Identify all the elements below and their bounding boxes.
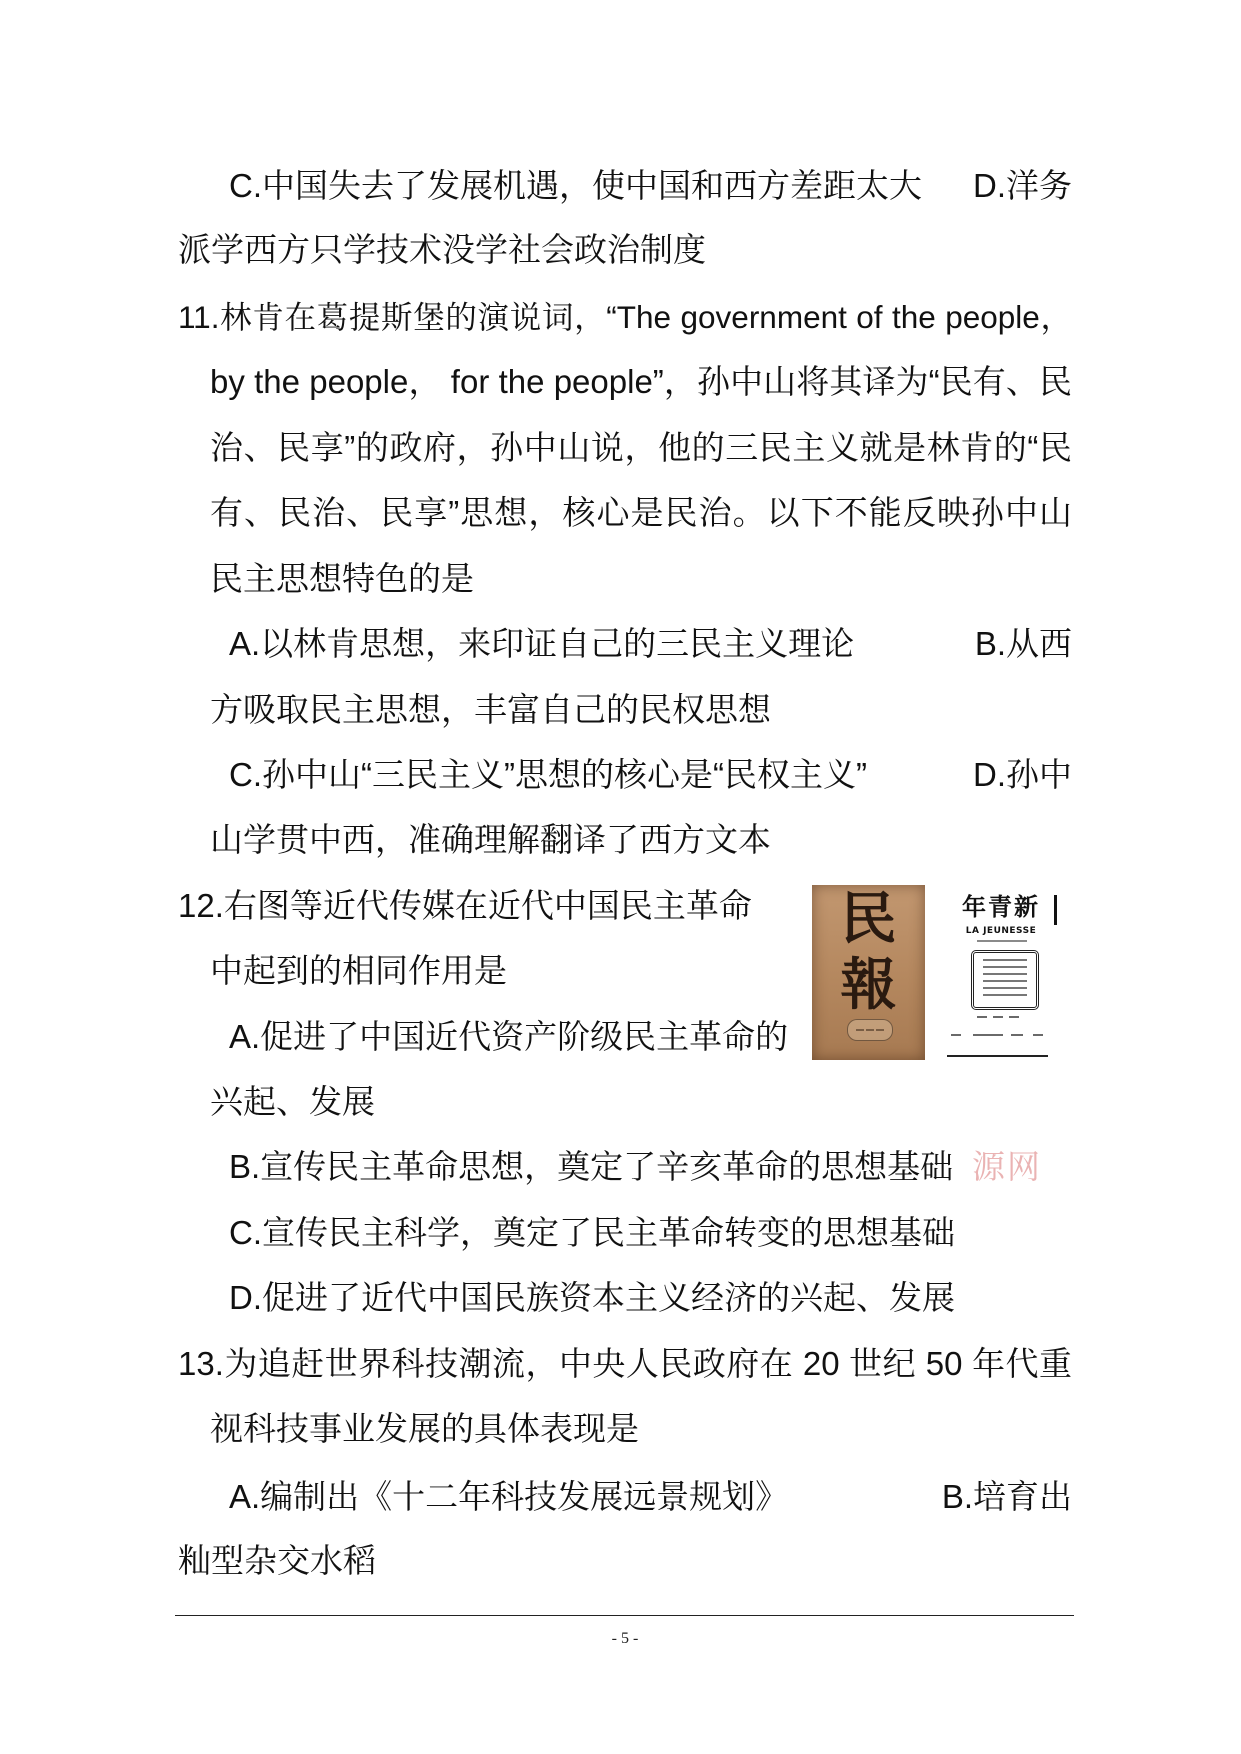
min-bao-title-char-2: 報 [840, 952, 897, 1018]
q12-stem-line-1: 12.右图等近代传媒在近代中国民主革命 [178, 887, 752, 924]
q12-stem-line-2: 中起到的相同作用是 [210, 952, 507, 989]
q10-option-c: C.中国失去了发展机遇，使中国和西方差距太大 [229, 167, 922, 204]
q10-option-d: D.洋务 [973, 167, 1072, 204]
q13-option-b-continued: 籼型杂交水稻 [178, 1542, 376, 1579]
q11-stem-line-2: by the people， for the people”，孙中山将其译为“民有、民 [210, 363, 1072, 400]
q12-option-b: B.宣传民主革命思想，奠定了辛亥革命的思想基础 [229, 1148, 954, 1185]
q10-option-d-continued: 派学西方只学技术没学社会政治制度 [178, 231, 706, 268]
q11-option-c: C.孙中山“三民主义”思想的核心是“民权主义” [229, 756, 867, 793]
min-bao-issue-label [847, 1019, 893, 1041]
q11-option-b: B.从西 [974, 625, 1072, 662]
q12-option-c: C.宣传民主科学，奠定了民主革命转变的思想基础 [229, 1214, 955, 1251]
q11-option-d-continued: 山学贯中西，准确理解翻译了西方文本 [210, 821, 771, 858]
watermark-text: 源网 [972, 1147, 1042, 1186]
page-number: - 5 - [611, 1630, 639, 1647]
q13-stem-line-1: 13.为追赶世界科技潮流，中央人民政府在 20 世纪 50 年代重 [178, 1345, 1072, 1382]
q11-stem-line-3: 治、民享”的政府，孙中山说，他的三民主义就是林肯的“民 [210, 429, 1072, 466]
min-bao-title-char-1: 民 [840, 886, 897, 952]
cover-publisher-print [1011, 1034, 1023, 1036]
q12-option-a-continued: 兴起、发展 [210, 1083, 375, 1120]
cover-bottom-rule [947, 1055, 1048, 1057]
cover-publisher-print [973, 1034, 1003, 1036]
q11-option-b-continued: 方吸取民主思想，丰富自己的民权思想 [210, 691, 771, 728]
q13-stem-line-2: 视科技事业发展的具体表现是 [210, 1410, 639, 1447]
xin-qing-nian-cover-image [947, 889, 1059, 1061]
q11-stem-line-1: 11.林肯在葛提斯堡的演说词，“The government of the people， [178, 299, 1072, 335]
min-bao-cover-image [812, 885, 925, 1060]
q13-option-b: B.培育出 [941, 1478, 1072, 1515]
q11-stem-line-5: 民主思想特色的是 [210, 560, 474, 597]
xin-qing-nian-title: 年青新 [962, 892, 1040, 921]
q11-option-a: A.以林肯思想，来印证自己的三民主义理论 [229, 625, 855, 662]
cover-publisher-print [951, 1034, 961, 1036]
cover-issue-print [993, 1016, 1003, 1018]
cover-edge-bar [1054, 895, 1057, 925]
q11-option-d: D.孙中 [973, 756, 1072, 793]
xin-qing-nian-subtitle: LA JEUNESSE [965, 926, 1037, 936]
cover-issue-print [977, 1016, 987, 1018]
q11-stem-line-4: 有、民治、民享”思想，核心是民治。以下不能反映孙中山 [210, 494, 1072, 531]
q12-option-a: A.促进了中国近代资产阶级民主革命的 [229, 1018, 789, 1055]
q12-option-d: D.促进了近代中国民族资本主义经济的兴起、发展 [229, 1279, 955, 1316]
cover-small-print [977, 940, 1027, 942]
cover-publisher-print [1033, 1034, 1043, 1036]
q13-option-a: A.编制出《十二年科技发展远景规划》 [229, 1478, 789, 1515]
footer-rule [175, 1615, 1074, 1616]
cover-ornamental-frame [971, 950, 1039, 1010]
cover-issue-print [1009, 1016, 1019, 1018]
